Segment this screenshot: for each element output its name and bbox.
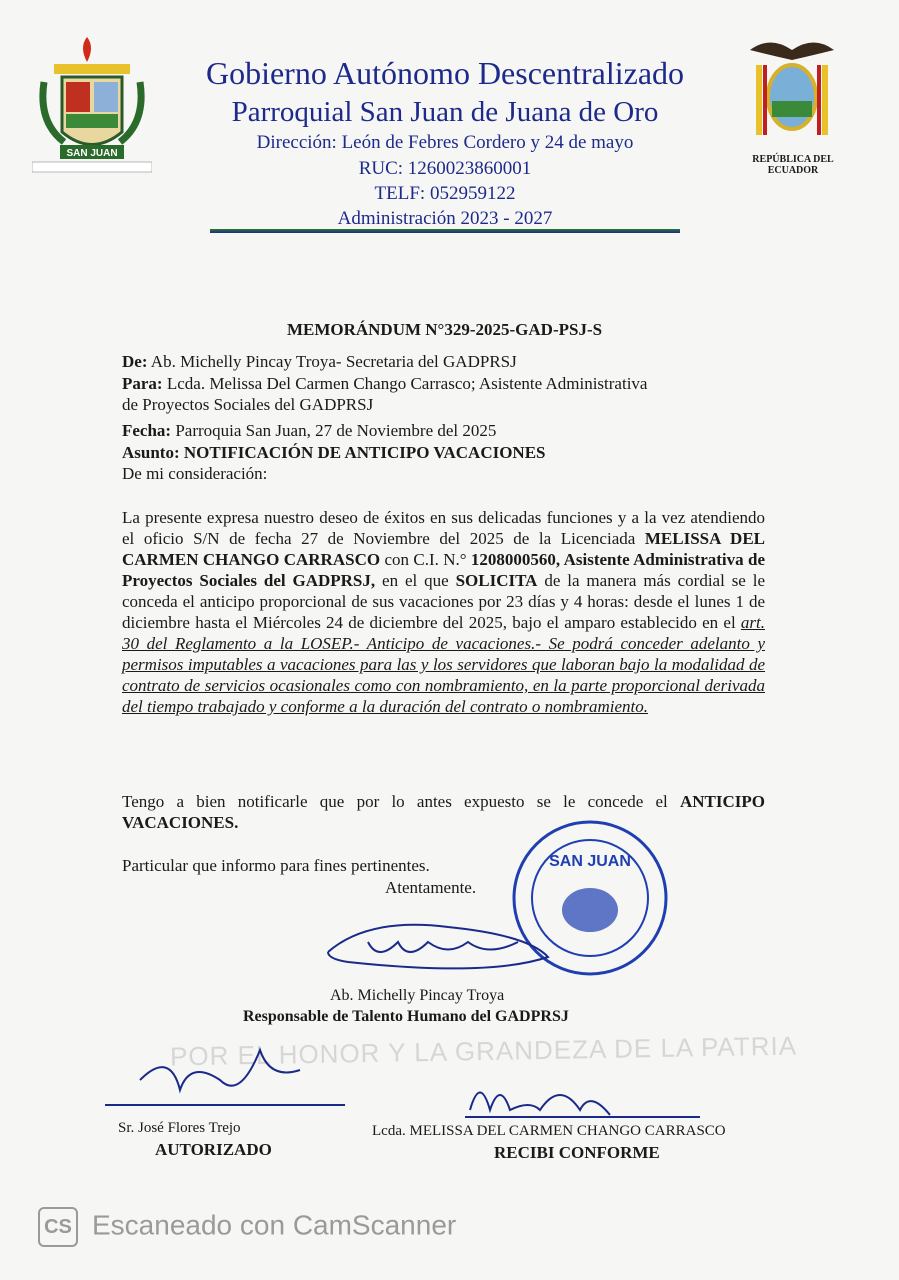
closing: Atentamente. [385,878,477,897]
header-ruc: RUC: 1260023860001 [358,158,532,179]
parish-coat-of-arms-logo [32,32,152,177]
svg-text:SAN JUAN: SAN JUAN [549,853,631,870]
granted-text: ANTICIPO VACACIONES. [122,792,765,832]
text: de la manera más cordial se le conceda el anticipo proporcional de sus vacaciones por 23 días y 4 horas: desde el lunes 1 de diciembre hasta el Miércoles 24 de diciembre del 2025, bajo el amparo establecido en el [122,571,766,632]
text: La presente expresa nuestro deseo de éxitos en sus delicadas funciones y a la vez atendiendo el oficio S/N de fecha 27 de Noviembre del 2025 de la Licenciada [122,508,765,548]
employee-id-role: 1208000560, Asistente Administrativa de Proyectos Sociales del GADPRSJ, [122,550,765,590]
memo-greeting: De mi consideración: [122,464,268,483]
to-label: Para: [122,374,163,393]
header-title-line1: Gobierno Autónomo Descentralizado [205,55,685,91]
watermark-motto: POR EL HONOR Y LA GRANDEZA DE LA PATRIA [169,1030,798,1072]
to-value: Lcda. Melissa Del Carmen Chango Carrasco; Asistente Administrativa [162,374,648,393]
subject-label: Asunto: [122,443,180,462]
from-value: Ab. Michelly Pincay Troya- Secretaria del GADPRSJ [147,352,517,371]
text: con C.I. N.° [380,550,471,569]
camscanner-icon: CS [38,1207,78,1247]
main-signature [318,912,558,987]
date-label: Fecha: [122,421,172,440]
body-paragraph-1 [122,507,765,717]
header-title-line2: Parroquial San Juan de Juana de Oro [231,96,659,128]
header-administration: Administración 2023 - 2027 [337,208,553,229]
memo-from [122,351,767,372]
memo-to-cont: de Proyectos Sociales del GADPRSJ [122,395,374,414]
text: en el que [375,571,456,590]
header-telf: TELF: 052959122 [374,183,516,204]
subject-value: NOTIFICACIÓN DE ANTICIPO VACACIONES [179,443,546,462]
memo-subject [122,442,767,463]
main-signer-role: Responsable de Talento Humano del GADPRSJ [243,1008,569,1025]
header-address: Dirección: León de Febres Cordero y 24 de mayo [256,132,634,153]
date-value: Parroquia San Juan, 27 de Noviembre del 2025 [171,421,497,440]
camscanner-footer [38,1207,456,1247]
memo-title: MEMORÁNDUM N°329-2025-GAD-PSJ-S [286,320,603,339]
right-signature [460,1075,710,1130]
right-signer-role: RECIBI CONFORME [494,1143,660,1162]
left-signer-name: Sr. José Flores Trejo [118,1120,241,1136]
memo-date [122,420,767,441]
text: Tengo a bien notificarle que por lo antes expuesto se le concede el [122,792,680,811]
left-signer-role: AUTORIZADO [155,1140,272,1159]
ecuador-coat-of-arms-logo [745,35,840,150]
employee-name: MELISSA DEL CARMEN CHANGO CARRASCO [122,529,765,569]
left-signature [100,1040,350,1120]
main-signer-name: Ab. Michelly Pincay Troya [330,987,505,1004]
solicita: SOLICITA [455,571,538,590]
legal-citation: art. 30 del Reglamento a la LOSEP.- Anticipo de vacaciones.- Se podrá conceder adelanto y permisos imputables a vacaciones para las y los servidores que laboran bajo la modalidad de contrato de servicios ocasionales como con nombramiento, en la parte proporcional derivada del tiempo trabajado y conforme a la duración del contrato o nombramiento. [122,613,765,716]
from-label: De: [122,352,148,371]
memo-to [122,373,767,394]
right-signer-name: Lcda. MELISSA DEL CARMEN CHANGO CARRASCO [372,1123,726,1139]
body-paragraph-3: Particular que informo para fines pertinentes. [122,856,430,875]
republica-caption: REPÚBLICA DEL ECUADOR [752,154,834,176]
header-divider [210,229,680,233]
logo-text: SAN JUAN [66,148,118,159]
camscanner-text: Escaneado con CamScanner [92,1209,457,1241]
